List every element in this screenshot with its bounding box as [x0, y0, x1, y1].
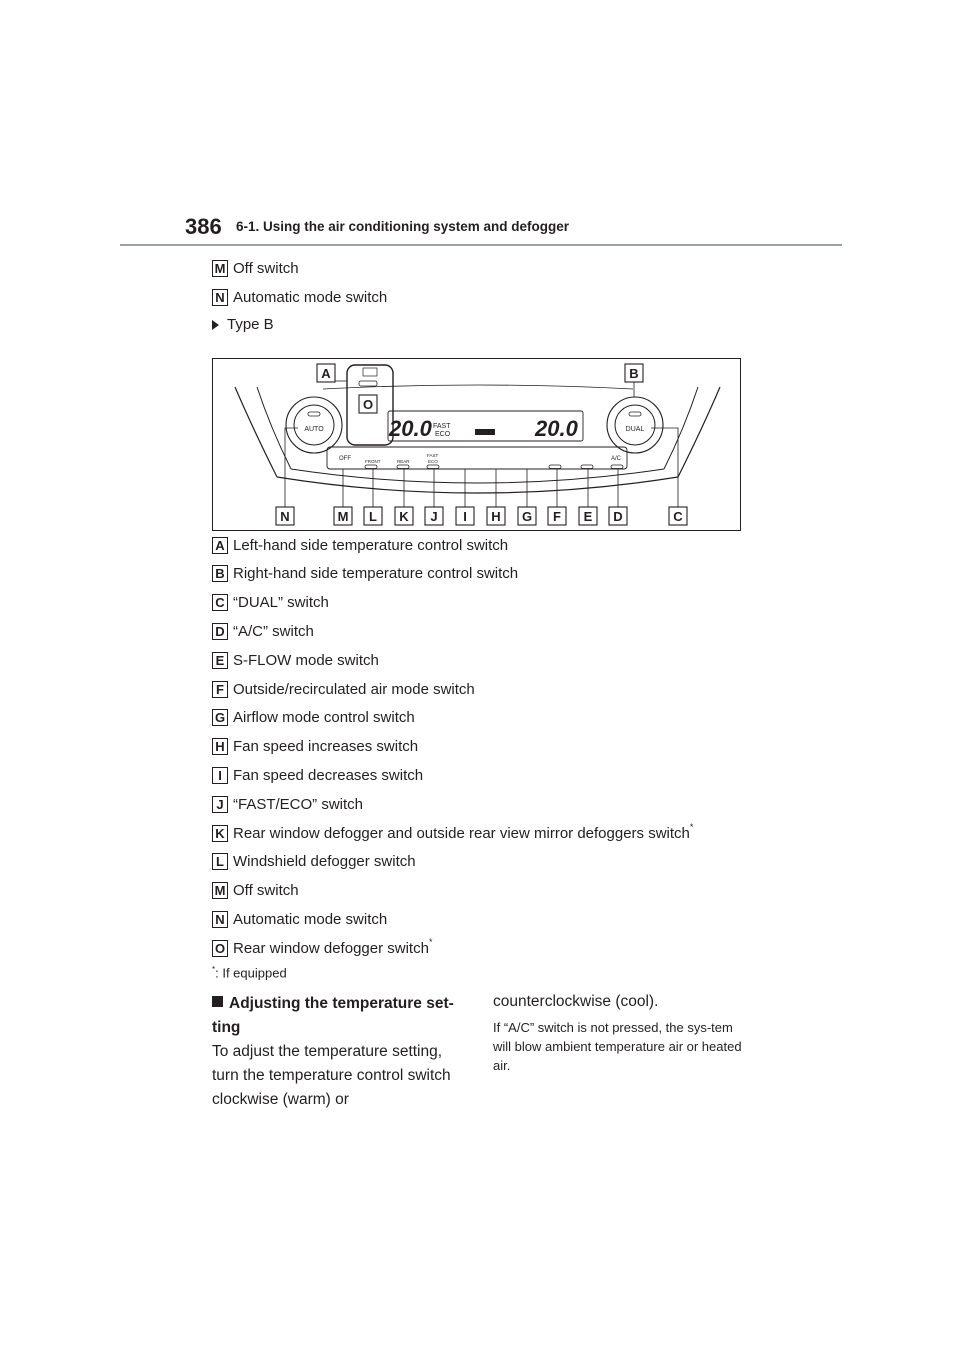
callout-e: E — [583, 509, 593, 524]
callout-i: I — [463, 509, 467, 524]
callout-key: G — [212, 709, 228, 726]
legend-item — [212, 938, 432, 958]
legend-item — [212, 794, 363, 814]
note-text: If “A/C” switch is not pressed, the sys-tem will blow ambient temperature air or heated air. — [493, 1020, 742, 1073]
footnote-text: : If equipped — [215, 965, 287, 981]
item-label: Rear window defogger switch — [233, 939, 429, 957]
button-front-label: FRONT — [365, 459, 381, 464]
item-label: Off switch — [233, 259, 299, 277]
legend-item — [212, 909, 387, 929]
item-label: “FAST/ECO” switch — [233, 795, 364, 813]
type-heading — [212, 316, 274, 333]
callout-key: N — [212, 289, 228, 306]
callout-m: M — [337, 509, 349, 524]
callout-key: M — [212, 260, 228, 277]
callout-l: L — [369, 509, 377, 524]
item-label: Outside/recirculated air mode switch — [233, 680, 475, 698]
page-number: 386 — [185, 214, 222, 239]
footnote-mark: * — [212, 965, 216, 974]
body-text-right: counterclockwise (cool). — [493, 993, 659, 1010]
button-rear-label: REAR — [397, 459, 410, 464]
callout-key: O — [212, 940, 228, 957]
callout-c: C — [673, 509, 683, 524]
section-title: 6-1. Using the air conditioning system and defogger — [236, 219, 570, 234]
list-item — [212, 258, 299, 278]
callout-n: N — [280, 509, 290, 524]
callout-key: L — [212, 853, 228, 870]
item-label: Left-hand side temperature control switch — [233, 536, 509, 554]
callout-key: J — [212, 796, 228, 813]
button-off-label: OFF — [339, 456, 351, 462]
header-rule — [120, 244, 842, 246]
display-left-temp: 20.0 — [389, 416, 432, 441]
callout-f: F — [553, 509, 561, 524]
callout-a: A — [321, 366, 331, 381]
legend-item — [212, 881, 299, 901]
triangle-bullet-icon — [212, 320, 219, 330]
item-label: Fan speed increases switch — [233, 738, 419, 756]
footnote-ref: * — [689, 822, 694, 832]
item-label: Fan speed decreases switch — [233, 766, 424, 784]
callout-j: J — [430, 509, 438, 524]
callout-key: H — [212, 738, 228, 755]
legend-item — [212, 679, 475, 699]
display-right-temp: 20.0 — [535, 416, 578, 441]
item-label: Rear window defogger and outside rear view mirror defoggers switch — [233, 824, 690, 842]
callout-key: K — [212, 825, 228, 842]
legend-item — [212, 765, 423, 785]
item-label: S-FLOW mode switch — [233, 651, 379, 669]
knob-auto-label: AUTO — [304, 426, 324, 433]
callout-d: D — [613, 509, 623, 524]
callout-key: M — [212, 882, 228, 899]
legend-item — [212, 535, 508, 555]
callout-o: O — [362, 397, 374, 412]
item-label: Right-hand side temperature control switch — [233, 565, 519, 583]
item-label: Automatic mode switch — [233, 288, 388, 306]
callout-key: D — [212, 623, 228, 640]
control-panel-figure — [212, 358, 741, 531]
callout-h: H — [491, 509, 501, 524]
footnote-ref: * — [428, 937, 433, 948]
button-ac-label: A/C — [611, 456, 622, 462]
callout-key: N — [212, 911, 228, 928]
legend-item — [212, 823, 693, 843]
callout-g: G — [521, 509, 533, 524]
legend-item — [212, 593, 329, 613]
legend-item — [212, 564, 518, 584]
display-fast: FAST — [433, 423, 451, 430]
callout-key: I — [212, 767, 228, 784]
footnote — [212, 965, 287, 980]
callout-key: B — [212, 565, 228, 582]
heading-text: Adjusting the temperature set-ting — [212, 995, 454, 1036]
item-label: Off switch — [233, 882, 299, 900]
item-label: “A/C” switch — [233, 622, 314, 640]
item-label: Airflow mode control switch — [233, 709, 415, 727]
legend-item — [212, 737, 418, 757]
callout-key: C — [212, 594, 228, 611]
section-heading — [212, 992, 468, 1040]
callout-key: A — [212, 537, 228, 554]
knob-dual-label: DUAL — [625, 426, 645, 433]
callout-b: B — [629, 366, 639, 381]
button-fast-label: FAST — [427, 453, 439, 458]
square-bullet-icon — [212, 996, 223, 1007]
legend-item — [212, 621, 314, 641]
callout-key: F — [212, 681, 228, 698]
legend-item — [212, 708, 415, 728]
list-item — [212, 287, 387, 307]
type-label: Type B — [227, 316, 274, 333]
legend-item — [212, 852, 416, 872]
callout-key: E — [212, 652, 228, 669]
display-eco: ECO — [435, 431, 451, 438]
item-label: Windshield defogger switch — [233, 853, 416, 871]
control-panel-illustration — [213, 359, 742, 532]
legend-item — [212, 650, 379, 670]
item-label: Automatic mode switch — [233, 910, 388, 928]
body-text-left: To adjust the temperature setting, turn the temperature control switch clockwise (warm) or — [212, 1043, 451, 1108]
callout-k: K — [399, 509, 409, 524]
item-label: “DUAL” switch — [233, 594, 329, 612]
button-eco-label: ECO — [428, 459, 438, 464]
